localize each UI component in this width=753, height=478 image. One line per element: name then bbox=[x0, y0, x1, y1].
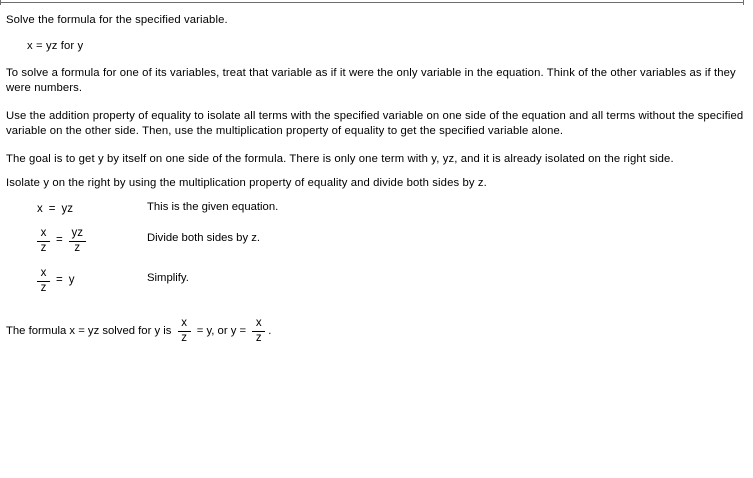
explanation-paragraph-1: To solve a formula for one of its variables, treat that variable as if it were the only variable in the equation. Think of the other variables as if they were numbers. bbox=[6, 67, 736, 94]
step-1-equation bbox=[0, 199, 147, 221]
step-3-operator: = bbox=[56, 274, 63, 287]
step-2-right-fraction bbox=[69, 228, 86, 254]
step-2-operator: = bbox=[56, 234, 63, 247]
conclusion-fraction-1-numerator: x bbox=[181, 317, 187, 329]
conclusion-fraction-1 bbox=[178, 318, 191, 344]
step-1-description: This is the given equation. bbox=[147, 201, 279, 213]
conclusion-fraction-2-denominator: z bbox=[255, 331, 262, 344]
step-2-description: Divide both sides by z. bbox=[147, 232, 261, 244]
step-2-left-fraction bbox=[37, 228, 50, 254]
step-2-left-denominator: z bbox=[40, 241, 47, 254]
step-3-right-term: y bbox=[68, 274, 75, 287]
step-2-right-denominator: z bbox=[74, 241, 81, 254]
conclusion-fraction-2-numerator: x bbox=[255, 317, 262, 329]
conclusion-suffix: . bbox=[268, 324, 272, 337]
step-1-operator: = bbox=[48, 203, 56, 216]
step-2-left-numerator: x bbox=[40, 227, 47, 239]
step-2-equation bbox=[0, 221, 147, 261]
step-3-left-fraction bbox=[37, 268, 50, 294]
solution-step-row bbox=[0, 261, 420, 301]
page-title: Solve the formula for the specified variable. bbox=[6, 14, 228, 26]
solution-step-row bbox=[0, 221, 420, 261]
solution-step-row bbox=[0, 199, 420, 221]
step-1-left-term: x bbox=[37, 203, 43, 216]
conclusion-prefix: The formula x = yz solved for y is bbox=[6, 324, 175, 337]
conclusion-middle: = y, or y = bbox=[193, 324, 250, 337]
conclusion-statement bbox=[6, 318, 271, 344]
conclusion-fraction-1-denominator: z bbox=[181, 331, 187, 344]
conclusion-fraction-2 bbox=[252, 318, 265, 344]
step-2-right-numerator: yz bbox=[71, 227, 83, 239]
step-3-left-denominator: z bbox=[40, 281, 47, 294]
step-3-description: Simplify. bbox=[147, 272, 189, 284]
step-1-right-term: yz bbox=[61, 203, 73, 216]
given-problem-statement: x = yz for y bbox=[27, 40, 84, 52]
step-3-left-numerator: x bbox=[40, 267, 47, 279]
step-3-equation bbox=[0, 261, 147, 301]
solution-steps-table bbox=[0, 199, 420, 301]
explanation-paragraph-4: Isolate y on the right by using the multiplication property of equality and divide both sides by z. bbox=[6, 177, 487, 189]
top-divider-rule bbox=[0, 2, 744, 3]
explanation-paragraph-2: Use the addition property of equality to isolate all terms with the specified variable on one side of the equation and all terms without the specified variable on the other side. Then, use the multiplication property of equality to get the specified variable alone. bbox=[6, 110, 744, 137]
explanation-paragraph-3: The goal is to get y by itself on one side of the formula. There is only one term with y, yz, and it is already isolated on the right side. bbox=[6, 153, 674, 165]
